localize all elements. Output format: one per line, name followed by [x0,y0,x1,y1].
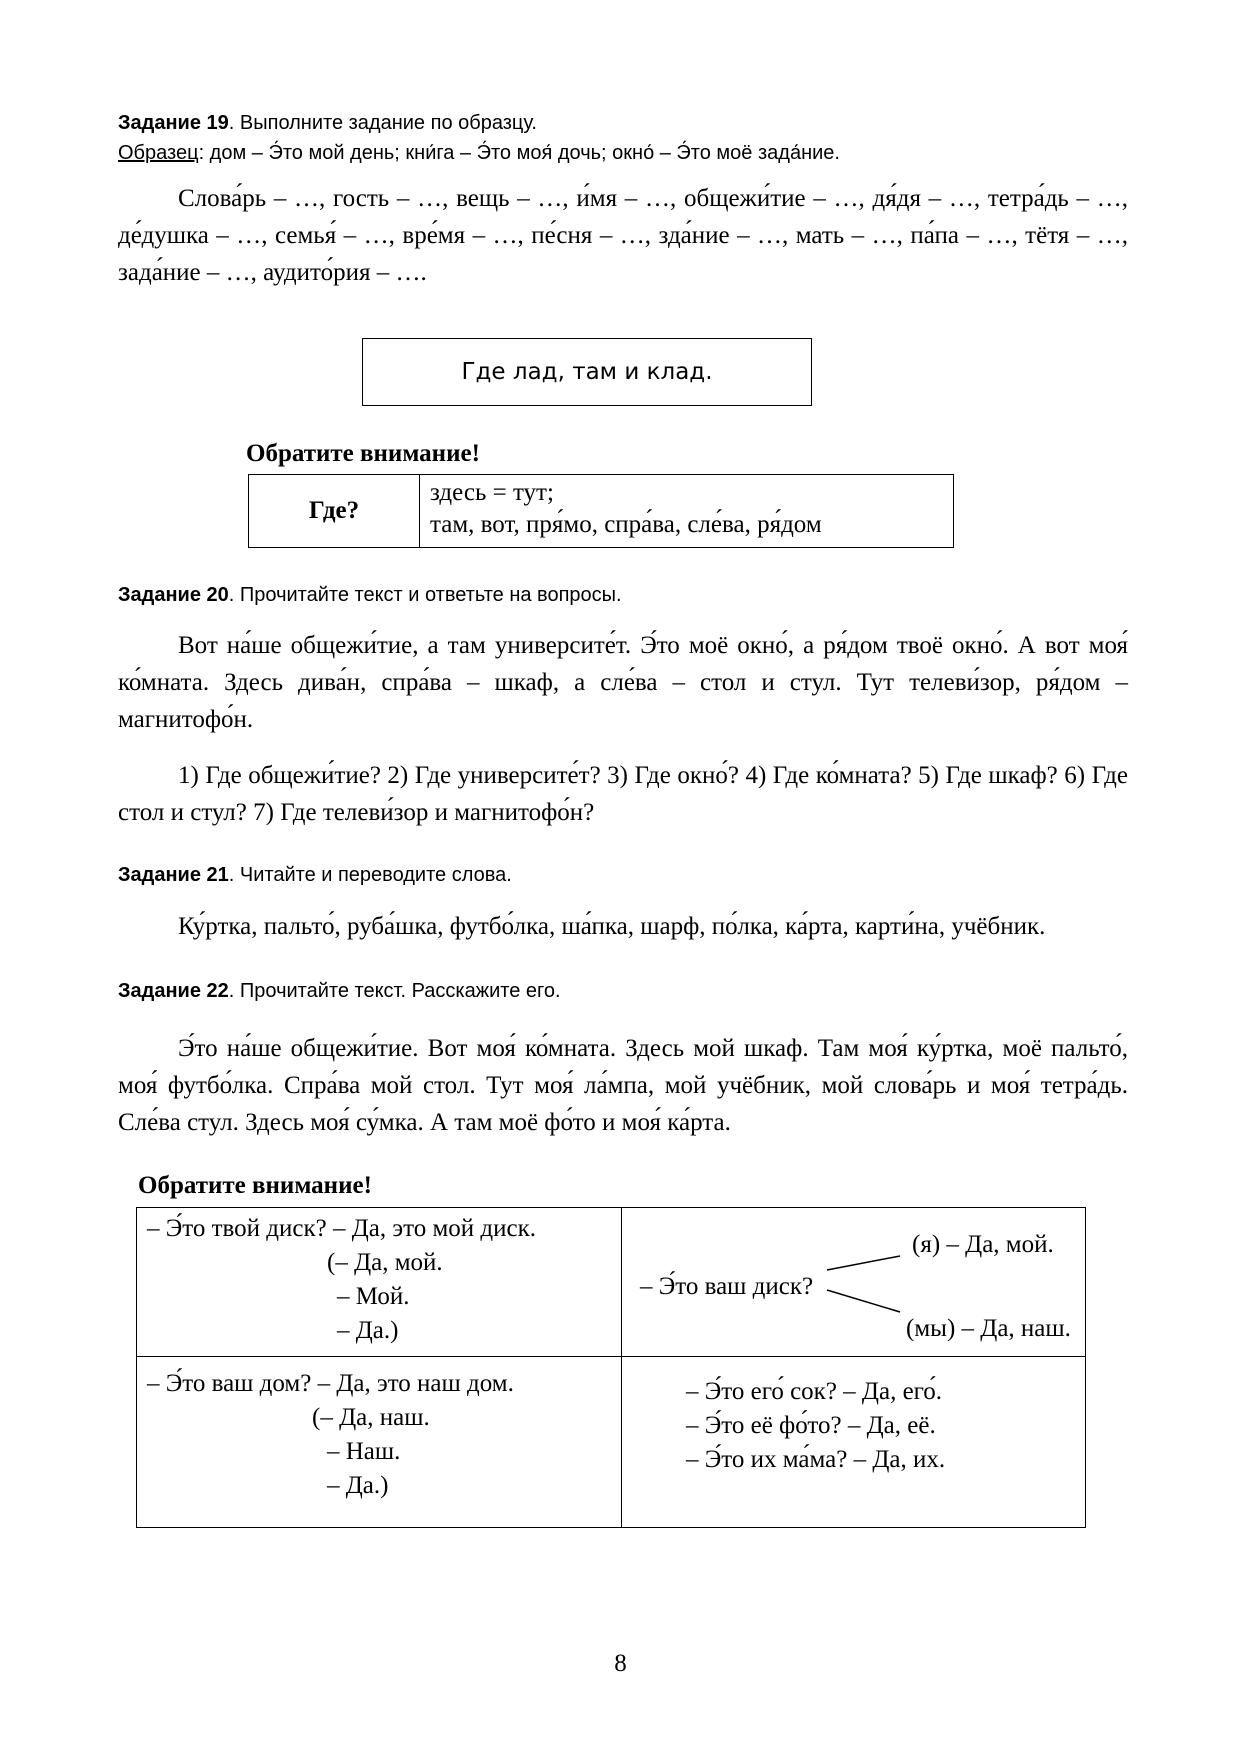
where-answers-cell: здесь = тут; там, вот, пря́мо, спра́ва, сле́ва, ря́дом [420,475,954,548]
page-number: 8 [614,1650,627,1677]
task-20-questions: 1) Где общежи́тие? 2) Где университе́т? 3) Где окно́? 4) Где ко́мната? 5) Где шкаф? 6) Где стол и стул? 7) Где телеви́зор и магнитофо́н? [118,762,1128,826]
your-disk-question: – Э́то ваш диск? [640,1273,814,1300]
possessive-cell-4: – Э́то его́ сок? – Да, его́. – Э́то её фо́то? – Да, её. – Э́то их ма́ма? – Да, их. [622,1357,1086,1528]
proverb-text: Где лад, там и клад. [461,359,713,385]
possessive-cell-1: – Э́то твой диск? – Да, это мой диск. (– Да, мой. – Мой. – Да.) [137,1208,622,1357]
possessive-cell-3: – Э́то ваш дом? – Да, это наш дом. (– Да, наш. – Наш. – Да.) [137,1357,622,1528]
task-22-text: Э́то на́ше общежи́тие. Вот моя́ ко́мната. Здесь мой шкаф. Там моя́ ку́ртка, моё пальто́, моя́ футбо́лка. Спра́ва мой стол. Тут моя́ ла́мпа, мой учёбник, мой слова́рь и моя́ тетра́дь. Сле́ва стул. Здесь моя́ су́мка. А там моё фо́то и моя́ ка́рта. [118,1035,1128,1136]
task-19-body: Слова́рь – …, гость – …, вещь – …, и́мя – …, общежи́тие – …, дя́дя – …, тетра́дь – …, де́душка – …, семья́ – …, вре́мя – …, пе́сня – …, зда́ние – …, мать – …, па́па – …, тётя – …, зада́ние – …, аудито́рия – …. [118,185,1128,286]
task-19-header [118,108,1128,168]
where-cell: Где? [249,475,420,548]
task-19-sample: Образец: дом – Э́то мой день; кни́га – Э́то моя́ дочь; окно́ – Э́то моё зада́ние. [118,142,840,164]
task-20-text: Вот на́ше общежи́тие, а там университе́т. Э́то моё окно́, а ря́дом твоё окно́. А вот моя́ ко́мната. Здесь дива́н, спра́ва – шкаф, а сле́ва – стол и стул. Тут телеви́зор, ря́дом – магнитофо́н. [118,632,1128,733]
task-21-words: Ку́ртка, пальто́, руба́шка, футбо́лка, ша́пка, шарф, по́лка, ка́рта, карти́на, учёбник. [178,913,1046,940]
possessive-cell-2 [622,1208,1086,1357]
attention-table-2 [136,1207,1086,1528]
proverb-box [362,338,812,406]
answer-my: (мы) – Да, наш. [906,1315,1071,1342]
attention-heading-2: Обратите внимание! [138,1172,372,1199]
attention-heading-1: Обратите внимание! [246,440,480,467]
task-21-title: Задание 21. Читайте и переводите слова. [118,864,512,886]
task-19-title: Задание 19. Выполните задание по образцу. [118,112,537,134]
branch-lines [622,1208,1102,1348]
answer-ya: (я) – Да, мой. [912,1231,1054,1258]
task-20-title: Задание 20. Прочитайте текст и ответьте на вопросы. [118,584,622,606]
attention-table-1 [248,474,954,548]
task-22-title: Задание 22. Прочитайте текст. Расскажите его. [118,980,561,1002]
